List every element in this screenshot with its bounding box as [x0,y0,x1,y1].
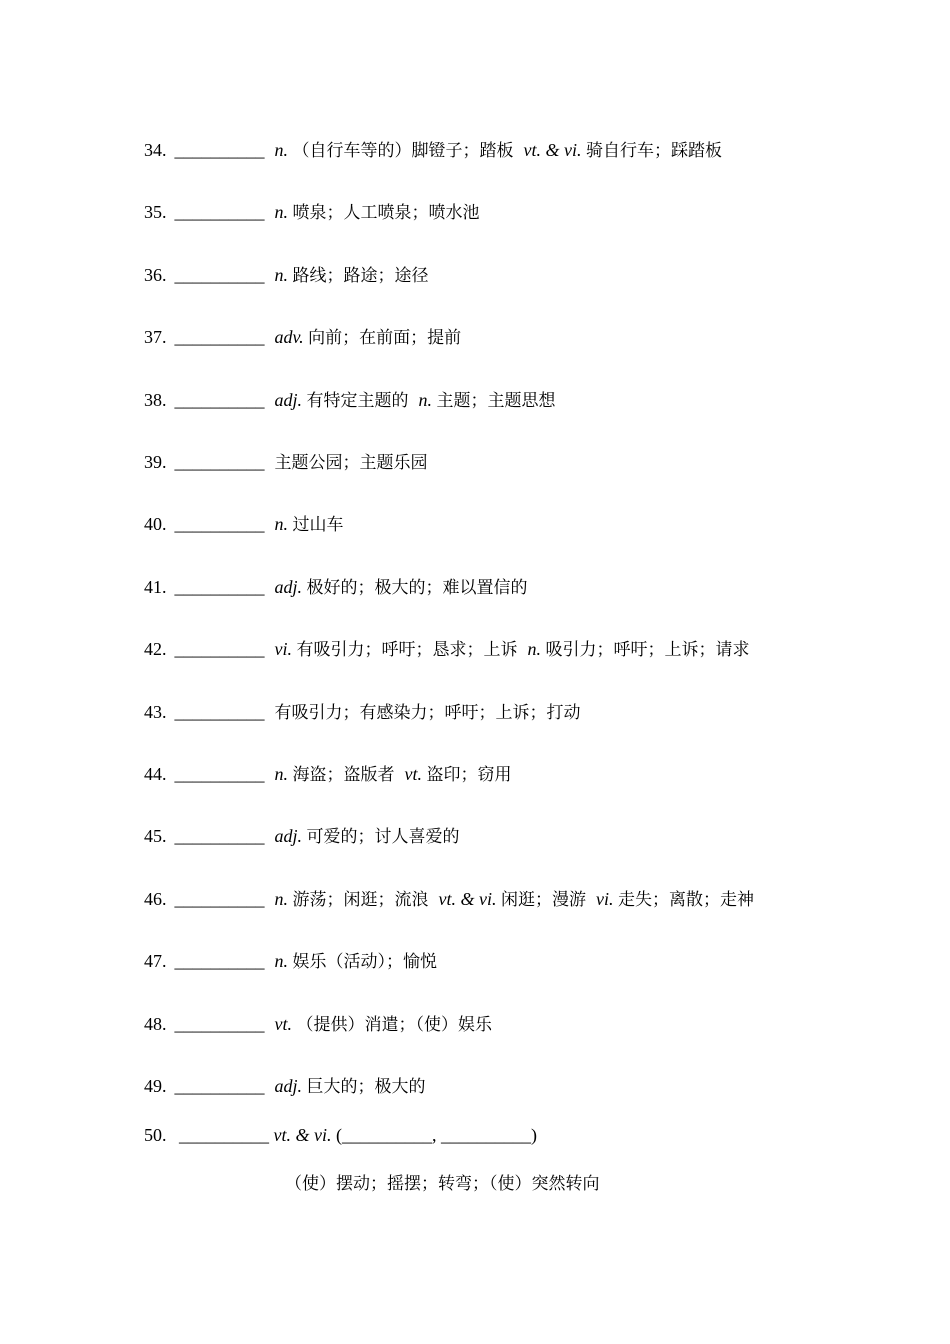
item-number: 46. [144,889,167,909]
answer-blank[interactable]: __________ [174,577,265,597]
vocab-item [144,949,437,974]
part-of-speech: n. [418,390,433,410]
definition: （自行车等的）脚镫子；踏板 [292,141,514,161]
part-of-speech: adj. [274,577,303,597]
answer-blank[interactable]: __________ [179,1125,269,1145]
item-number: 39. [144,452,167,472]
part-of-speech: adj. [274,1076,303,1096]
part-of-speech: vt. & vi. [523,140,582,160]
answer-blank[interactable]: __________ [174,889,265,909]
part-of-speech: vi. [274,639,292,659]
answer-blank[interactable]: __________ [174,702,265,722]
item-number: 44. [144,764,167,784]
definition: 路线；路途；途径 [292,266,429,286]
vocab-item [144,1012,492,1037]
past-participle-blank[interactable]: __________ [440,1125,531,1145]
definition: 有特定主题的 [306,391,409,411]
item-number: 42. [144,639,167,659]
part-of-speech: adv. [274,327,304,347]
part-of-speech: n. [527,639,541,659]
close-paren: ) [530,1125,537,1145]
vocab-item [144,1074,426,1099]
answer-blank[interactable]: __________ [174,764,265,784]
part-of-speech: vt. & vi. [273,1125,332,1145]
part-of-speech: n. [274,140,288,160]
part-of-speech: adj. [274,826,303,846]
item-number: 38. [144,390,167,410]
definition: 向前；在前面；提前 [308,328,462,348]
definition: 极好的；极大的；难以置信的 [306,578,528,598]
answer-blank[interactable]: __________ [174,514,265,534]
definition: 骑自行车；踩踏板 [585,141,722,161]
vocab-item [144,575,528,600]
item-number: 45. [144,826,167,846]
answer-blank[interactable]: __________ [174,1076,265,1096]
item-number: 41. [144,577,167,597]
vocab-item-50 [144,1123,537,1147]
definition: 喷泉；人工喷泉；喷水池 [292,203,480,223]
definition: 主题；主题思想 [436,391,556,411]
part-of-speech: n. [274,764,288,784]
answer-blank[interactable]: __________ [174,265,265,285]
vocab-item [144,325,461,350]
part-of-speech: vt. [404,764,422,784]
vocab-item [144,637,750,662]
part-of-speech: n. [274,889,288,909]
answer-blank[interactable]: __________ [174,140,265,160]
part-of-speech: n. [274,265,288,285]
vocab-item [144,200,480,225]
definition: 过山车 [292,515,344,535]
definition: 有吸引力；有感染力；呼吁；上诉；打动 [274,703,581,723]
part-of-speech: vt. & vi. [438,889,497,909]
definition: 盗印；窃用 [426,765,512,785]
part-of-speech: n. [274,202,288,222]
item-number: 37. [144,327,167,347]
vocab-item [144,512,344,537]
answer-blank[interactable]: __________ [174,452,265,472]
vocab-item [144,263,429,288]
part-of-speech: adj. [274,390,303,410]
item-number: 36. [144,265,167,285]
answer-blank[interactable]: __________ [174,826,265,846]
item-number: 47. [144,951,167,971]
item-number: 35. [144,202,167,222]
definition: 走失；离散；走神 [617,890,754,910]
definition: 闲逛；漫游 [500,890,586,910]
item-number: 49. [144,1076,167,1096]
vocab-item [144,762,512,787]
definition: （提供）消遣；（使）娱乐 [296,1015,492,1035]
item-number: 48. [144,1014,167,1034]
past-tense-blank[interactable]: __________ [341,1125,432,1145]
definition: 巨大的；极大的 [306,1077,426,1097]
definition: 主题公园；主题乐园 [274,453,428,473]
part-of-speech: vi. [595,889,614,909]
item-number: 43. [144,702,167,722]
definition: 有吸引力；呼吁；恳求；上诉 [296,640,518,660]
answer-blank[interactable]: __________ [174,202,265,222]
answer-blank[interactable]: __________ [174,327,265,347]
answer-blank[interactable]: __________ [174,951,265,971]
vocab-item [144,388,556,413]
vocab-item [144,450,428,475]
vocab-item [144,887,754,912]
comma: , [431,1125,437,1145]
item-50-meaning: （使）摆动；摇摆；转弯；（使）突然转向 [285,1174,600,1194]
definition: 娱乐（活动）；愉悦 [292,952,437,972]
part-of-speech: vt. [274,1014,292,1034]
answer-blank[interactable]: __________ [174,1014,265,1034]
vocab-item [144,700,581,725]
vocab-item [144,138,722,163]
definition: 吸引力；呼吁；上诉；请求 [545,640,750,660]
item-number: 50. [144,1125,167,1145]
answer-blank[interactable]: __________ [174,390,265,410]
vocab-item [144,824,460,849]
definition: 游荡；闲逛；流浪 [292,890,429,910]
definition: 可爱的；讨人喜爱的 [306,827,460,847]
part-of-speech: n. [274,951,288,971]
item-number: 34. [144,140,167,160]
open-paren: ( [335,1125,342,1145]
item-number: 40. [144,514,167,534]
part-of-speech: n. [274,514,288,534]
answer-blank[interactable]: __________ [174,639,265,659]
definition: 海盗；盗版者 [292,765,395,785]
